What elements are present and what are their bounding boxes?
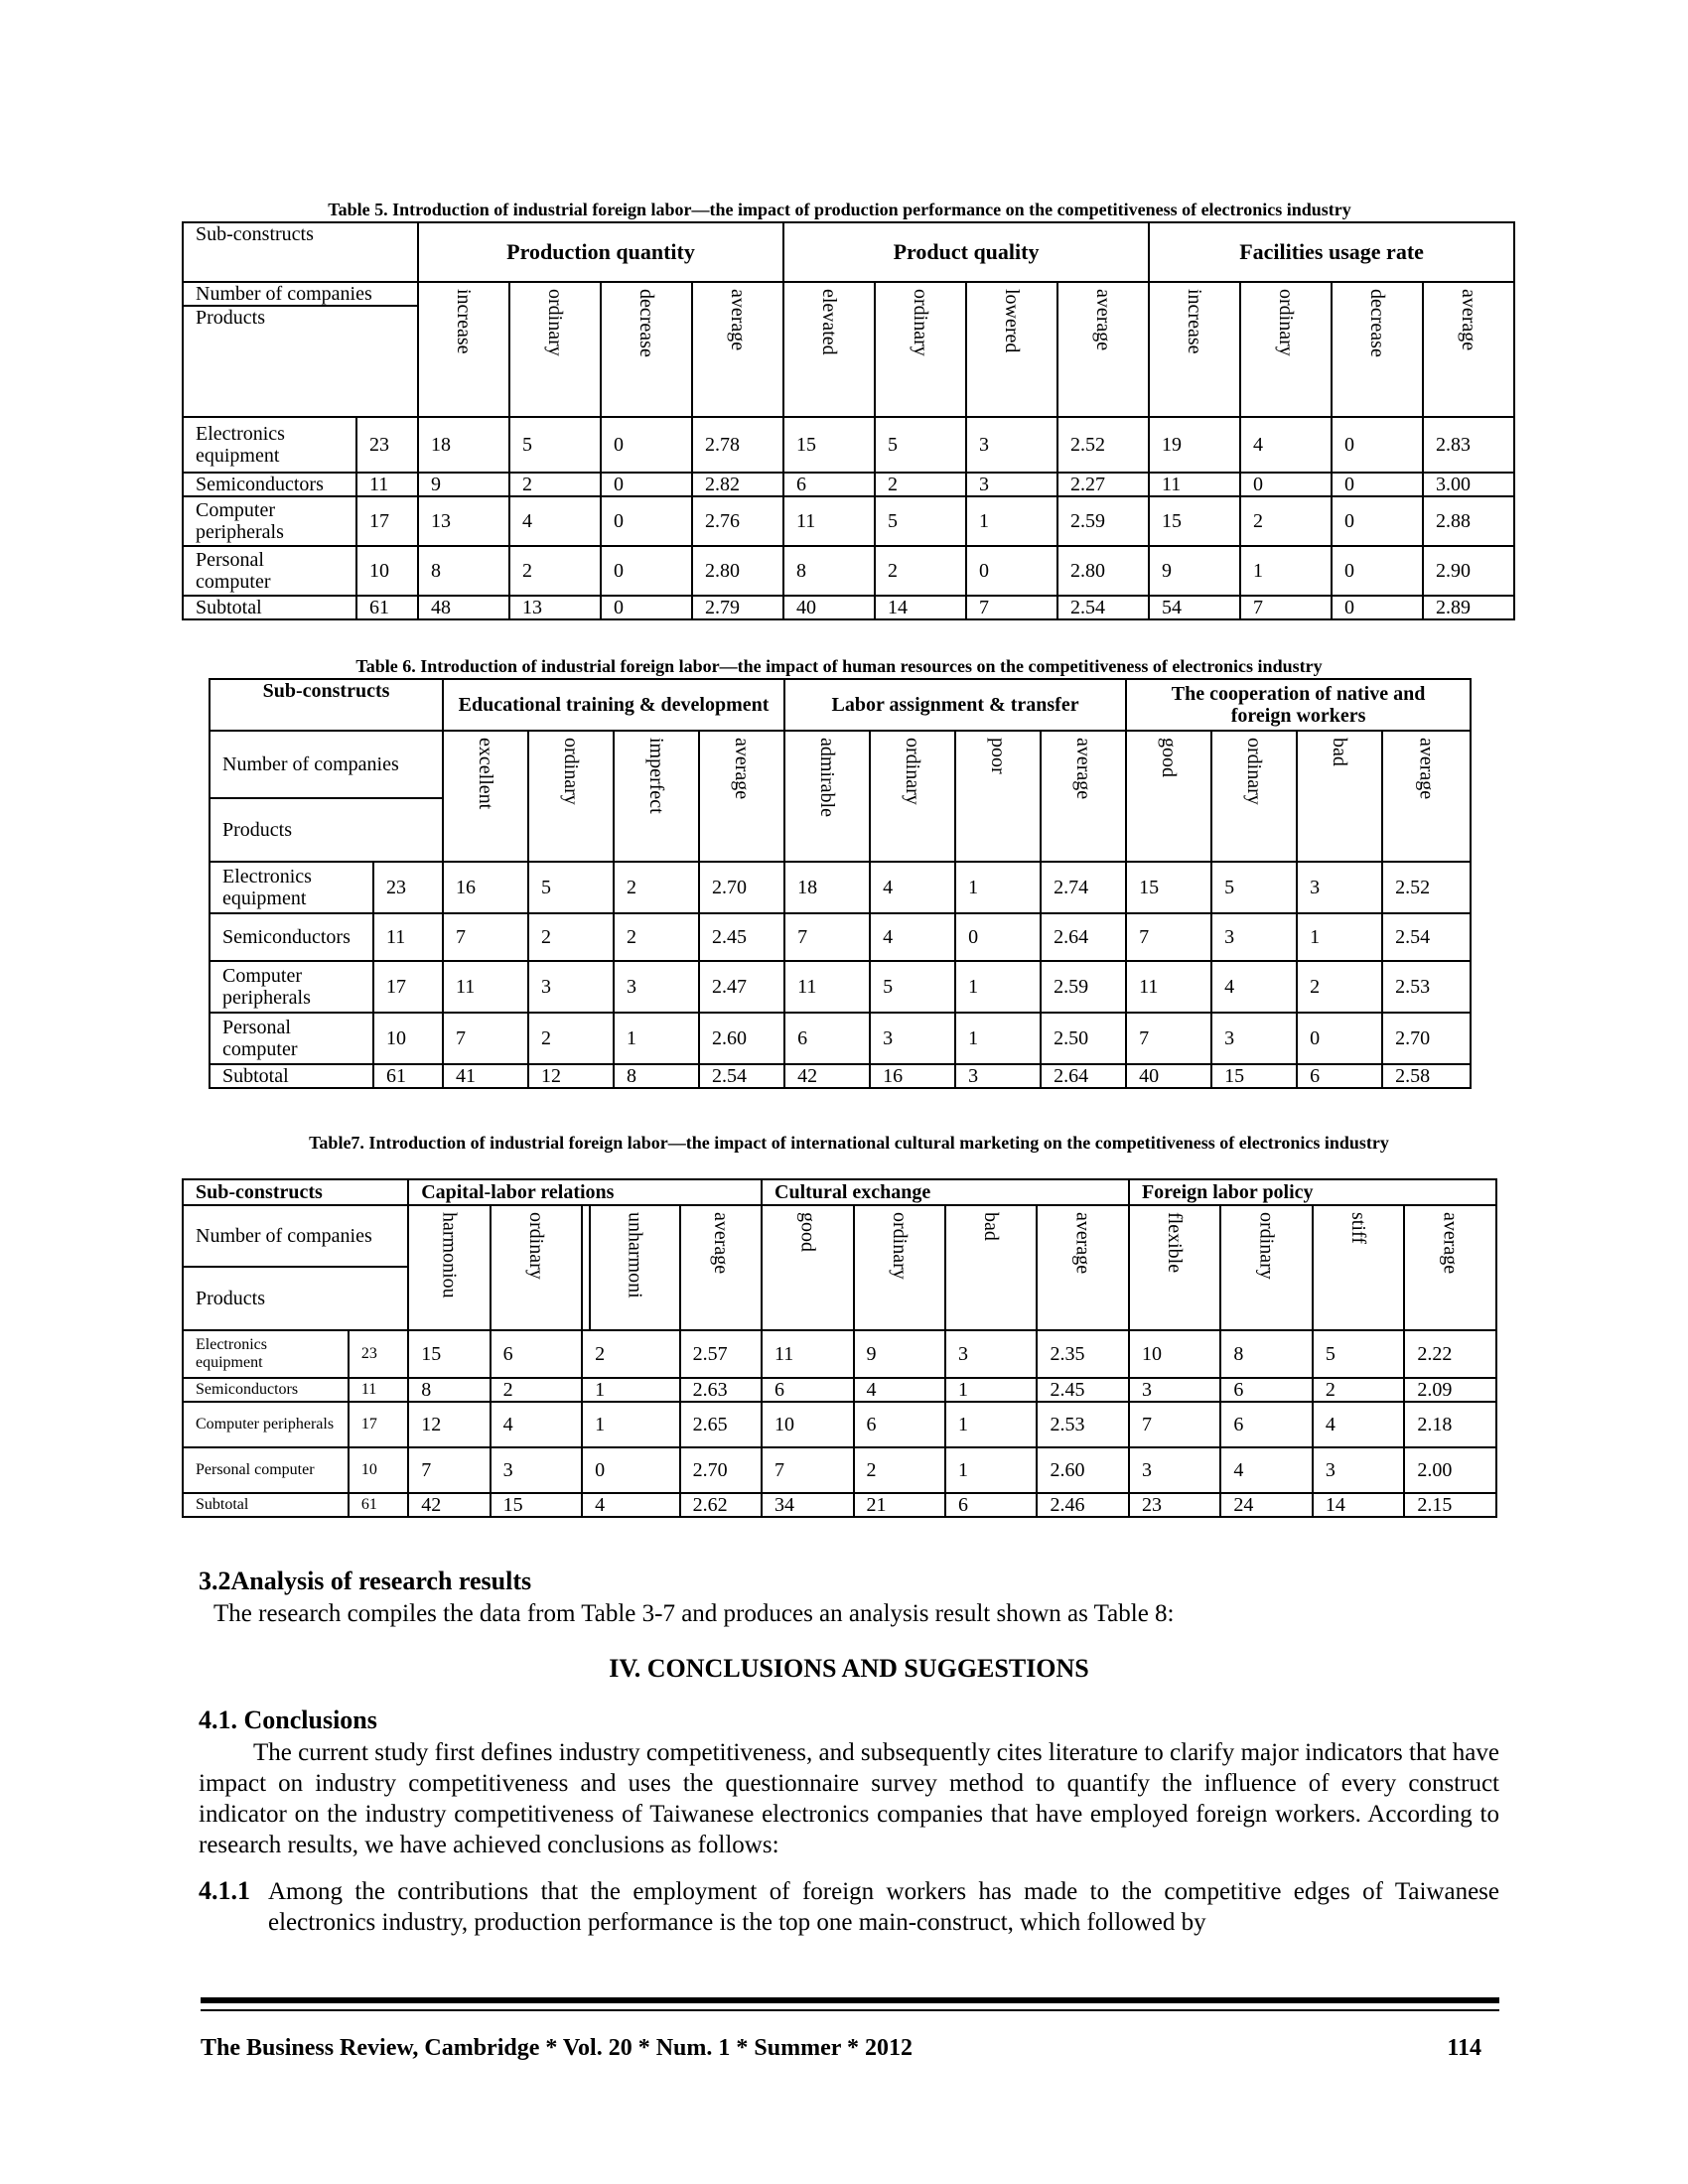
- table-cell: 1: [582, 1378, 680, 1402]
- table-cell: 1: [966, 496, 1057, 546]
- table-cell: 2.54: [1057, 596, 1149, 619]
- table-cell: 3: [1313, 1447, 1404, 1493]
- table-cell: 4: [854, 1378, 945, 1402]
- table-cell: 6: [784, 1013, 870, 1064]
- row-company-count: 61: [349, 1493, 408, 1517]
- table-cell: 6: [762, 1378, 853, 1402]
- row-label: Semiconductors: [183, 1378, 349, 1402]
- table-row: [183, 1447, 1496, 1493]
- table-cell: 2.09: [1404, 1378, 1496, 1402]
- table7-col-header: average: [1439, 1212, 1462, 1275]
- table-row: [183, 1378, 1496, 1402]
- table-cell: 2.52: [1057, 417, 1149, 473]
- table-cell: 4: [870, 913, 955, 961]
- table-cell: 2.80: [692, 546, 783, 596]
- table-cell: 2.65: [680, 1402, 762, 1447]
- table6-col-header: admirable: [816, 738, 839, 817]
- table-row: [183, 546, 1514, 596]
- section-4-1-heading: 4.1. Conclusions: [199, 1706, 377, 1734]
- row-label: Subtotal: [183, 1493, 349, 1517]
- table-cell: 2: [614, 862, 699, 913]
- table-cell: 2.89: [1423, 596, 1514, 619]
- table-cell: 3: [1129, 1447, 1220, 1493]
- table-cell: 2.60: [1037, 1447, 1129, 1493]
- table-cell: 0: [601, 496, 692, 546]
- table-cell: 2.70: [699, 862, 784, 913]
- table-cell: 11: [783, 496, 875, 546]
- table-cell: 2.59: [1057, 496, 1149, 546]
- table-cell: 13: [418, 496, 509, 546]
- table-cell: 11: [762, 1330, 853, 1378]
- row-company-count: 11: [356, 473, 418, 496]
- table-cell: 11: [443, 961, 528, 1013]
- table-cell: 6: [491, 1330, 582, 1378]
- table6-col-header: average: [731, 738, 754, 800]
- row-label: Electronics equipment: [210, 862, 373, 913]
- table6-col-header: excellent: [475, 738, 497, 810]
- table5-col-header: average: [1092, 289, 1115, 351]
- table-cell: 18: [784, 862, 870, 913]
- row-company-count: 11: [373, 913, 443, 961]
- table-cell: 15: [408, 1330, 490, 1378]
- table-cell: 2.64: [1041, 1064, 1126, 1088]
- table-cell: 0: [1332, 473, 1423, 496]
- table7-group-foreign-labor-policy: Foreign labor policy: [1129, 1179, 1496, 1205]
- table-cell: 6: [1220, 1378, 1312, 1402]
- table-cell: 2.76: [692, 496, 783, 546]
- table6-col-header: imperfect: [645, 738, 668, 814]
- table-cell: 42: [408, 1493, 490, 1517]
- table-cell: 0: [955, 913, 1041, 961]
- table5-products: Products: [183, 306, 418, 417]
- table-cell: 11: [1126, 961, 1211, 1013]
- table-cell: 7: [1240, 596, 1332, 619]
- table7-col-header: stiff: [1347, 1212, 1370, 1244]
- row-company-count: 11: [349, 1378, 408, 1402]
- footer-journal: The Business Review, Cambridge * Vol. 20 * Num. 1 * Summer * 2012: [201, 2035, 913, 2061]
- table7-group-cultural-exchange: Cultural exchange: [762, 1179, 1129, 1205]
- table-cell: 3: [1129, 1378, 1220, 1402]
- table5-group-product-quality: Product quality: [783, 222, 1149, 282]
- table5-col-header: ordinary: [544, 289, 567, 356]
- table-cell: 13: [509, 596, 601, 619]
- table-cell: 6: [783, 473, 875, 496]
- table5-group-facilities-usage-rate: Facilities usage rate: [1149, 222, 1514, 282]
- table-cell: 14: [1313, 1493, 1404, 1517]
- table-cell: 4: [1240, 417, 1332, 473]
- table-cell: 2.63: [680, 1378, 762, 1402]
- table-cell: 5: [875, 496, 966, 546]
- table6-group-educational-training: Educational training & development: [443, 679, 784, 731]
- table-row: [210, 862, 1471, 913]
- row-company-count: 23: [373, 862, 443, 913]
- table5-col-header: average: [727, 289, 750, 351]
- section-3-2-heading: 3.2Analysis of research results: [199, 1567, 532, 1595]
- table7-col-header: ordinary: [1255, 1212, 1278, 1280]
- section-4-1-1-number: 4.1.1: [199, 1876, 250, 1905]
- table-cell: 2.22: [1404, 1330, 1496, 1378]
- table7-group-capital-labor: Capital-labor relations: [408, 1179, 762, 1205]
- table-cell: 1: [945, 1402, 1037, 1447]
- table-cell: 2.83: [1423, 417, 1514, 473]
- table-cell: 11: [784, 961, 870, 1013]
- table-row: [183, 496, 1514, 546]
- table6-caption: Table 6. Introduction of industrial foreign labor—the impact of human resources on the competitiveness of electronics industry: [355, 656, 1323, 676]
- table-cell: 41: [443, 1064, 528, 1088]
- table-cell: 2.50: [1041, 1013, 1126, 1064]
- table-cell: 2: [854, 1447, 945, 1493]
- table-cell: 0: [1332, 596, 1423, 619]
- table-cell: 3: [945, 1330, 1037, 1378]
- table-row: [183, 1493, 1496, 1517]
- table-cell: 2: [528, 1013, 614, 1064]
- table7-caption: Table7. Introduction of industrial foreign labor—the impact of international cultural marketing on the competitiveness of electronics industry: [309, 1133, 1389, 1153]
- table5-group-production-quantity: Production quantity: [418, 222, 783, 282]
- table6-col-header: ordinary: [902, 738, 924, 805]
- table-cell: 3: [955, 1064, 1041, 1088]
- table-cell: 1: [945, 1447, 1037, 1493]
- table-cell: 9: [418, 473, 509, 496]
- table-cell: 2.18: [1404, 1402, 1496, 1447]
- table-cell: 2.64: [1041, 913, 1126, 961]
- table-cell: 3.00: [1423, 473, 1514, 496]
- table-cell: 15: [1211, 1064, 1297, 1088]
- table-cell: 1: [1297, 913, 1382, 961]
- table6-col-header: bad: [1329, 738, 1351, 766]
- table-cell: 54: [1149, 596, 1240, 619]
- table-row: [183, 1402, 1496, 1447]
- row-label: Personal computer: [183, 546, 356, 596]
- table7-products: Products: [183, 1267, 408, 1330]
- table-row: [183, 473, 1514, 496]
- table-cell: 3: [966, 473, 1057, 496]
- table-cell: 2.70: [680, 1447, 762, 1493]
- table-cell: 6: [1220, 1402, 1312, 1447]
- table7-col-header: ordinary: [888, 1212, 911, 1280]
- table-cell: 2.82: [692, 473, 783, 496]
- table-cell: 9: [1149, 546, 1240, 596]
- table-cell: 0: [1240, 473, 1332, 496]
- table-cell: 5: [528, 862, 614, 913]
- table-cell: 7: [1126, 913, 1211, 961]
- table-cell: 2.15: [1404, 1493, 1496, 1517]
- row-label: Computer peripherals: [183, 1402, 349, 1447]
- table-cell: 1: [955, 1013, 1041, 1064]
- row-label: Subtotal: [183, 596, 356, 619]
- table-cell: 2.27: [1057, 473, 1149, 496]
- table-cell: 11: [1149, 473, 1240, 496]
- table-cell: 1: [614, 1013, 699, 1064]
- table-cell: 2.80: [1057, 546, 1149, 596]
- table-cell: 3: [614, 961, 699, 1013]
- table-cell: 10: [1129, 1330, 1220, 1378]
- table-cell: 14: [875, 596, 966, 619]
- footer: [201, 2035, 1481, 2062]
- table6-products: Products: [210, 798, 443, 862]
- table-cell: 2.53: [1382, 961, 1471, 1013]
- table7-sub-constructs: Sub-constructs: [183, 1179, 408, 1205]
- table5-col-header: ordinary: [910, 289, 932, 356]
- table-cell: 2: [614, 913, 699, 961]
- table-cell: 12: [408, 1402, 490, 1447]
- table-cell: 42: [784, 1064, 870, 1088]
- table-cell: 15: [1149, 496, 1240, 546]
- table-cell: 2: [528, 913, 614, 961]
- table-cell: 2: [1240, 496, 1332, 546]
- table-cell: 8: [408, 1378, 490, 1402]
- table5-caption: Table 5. Introduction of industrial foreign labor—the impact of production performance on the competitiveness of electronics industry: [328, 200, 1351, 219]
- table-cell: 7: [762, 1447, 853, 1493]
- table-cell: 8: [1220, 1330, 1312, 1378]
- table-cell: 3: [1211, 1013, 1297, 1064]
- table-cell: 1: [945, 1378, 1037, 1402]
- table-cell: 12: [528, 1064, 614, 1088]
- row-label: Personal computer: [183, 1447, 349, 1493]
- table-cell: 48: [418, 596, 509, 619]
- table-cell: 4: [1313, 1402, 1404, 1447]
- table-cell: 3: [966, 417, 1057, 473]
- table-cell: 10: [762, 1402, 853, 1447]
- table6-number-of-companies: Number of companies: [210, 731, 443, 798]
- table-cell: 19: [1149, 417, 1240, 473]
- table-cell: 15: [783, 417, 875, 473]
- table-cell: 6: [1297, 1064, 1382, 1088]
- table-cell: 21: [854, 1493, 945, 1517]
- table-cell: 0: [601, 596, 692, 619]
- row-label: Computer peripherals: [210, 961, 373, 1013]
- table-cell: 9: [854, 1330, 945, 1378]
- table-cell: 16: [443, 862, 528, 913]
- table-row: [183, 1330, 1496, 1378]
- table5-col-header: decrease: [635, 289, 658, 357]
- row-company-count: 10: [373, 1013, 443, 1064]
- table-cell: 2.58: [1382, 1064, 1471, 1088]
- table-cell: 2.90: [1423, 546, 1514, 596]
- footer-page-number: 114: [1447, 2035, 1481, 2061]
- section-3-2-text: The research compiles the data from Table 3-7 and produces an analysis result shown as Table 8:: [213, 1600, 1175, 1627]
- table-cell: 7: [443, 913, 528, 961]
- table6-col-header: average: [1415, 738, 1438, 800]
- table-cell: 2.35: [1037, 1330, 1129, 1378]
- table-cell: 8: [418, 546, 509, 596]
- table-cell: 0: [601, 473, 692, 496]
- table-cell: 2: [509, 546, 601, 596]
- table-cell: 2.54: [699, 1064, 784, 1088]
- table-cell: 3: [870, 1013, 955, 1064]
- row-company-count: 23: [356, 417, 418, 473]
- table-cell: 7: [966, 596, 1057, 619]
- row-company-count: 61: [373, 1064, 443, 1088]
- table5-col-header: increase: [453, 289, 476, 354]
- row-label: Semiconductors: [210, 913, 373, 961]
- section-iv-heading: IV. CONCLUSIONS AND SUGGESTIONS: [609, 1654, 1089, 1683]
- table-cell: 1: [1240, 546, 1332, 596]
- table5-col-header: ordinary: [1275, 289, 1298, 356]
- table-cell: 7: [784, 913, 870, 961]
- table-cell: 3: [528, 961, 614, 1013]
- table7-col-header: good: [796, 1212, 819, 1252]
- table-cell: 0: [1332, 546, 1423, 596]
- table7-col-header: average: [1071, 1212, 1094, 1275]
- table-cell: 8: [783, 546, 875, 596]
- table-cell: 7: [408, 1447, 490, 1493]
- table-row: [210, 1064, 1471, 1088]
- table5-col-header: lowered: [1001, 289, 1024, 353]
- table-cell: 7: [1129, 1402, 1220, 1447]
- footer-rule-thin: [201, 2009, 1499, 2011]
- section-4-1-text: The current study first defines industry competitiveness, and subsequently cites literature to clarify major indicators that have impact on industry competitiveness and uses the questionnaire survey method to quantify the influence of every construct indicator on the industry competitiveness of Taiwanese electronics companies that have employed foreign workers. According to research results, we have achieved conclusions as follows:: [199, 1739, 1499, 1858]
- table-cell: 6: [945, 1493, 1037, 1517]
- table5-col-header: decrease: [1366, 289, 1389, 357]
- row-label: Computer peripherals: [183, 496, 356, 546]
- table-cell: 18: [418, 417, 509, 473]
- table6: [209, 678, 1472, 1089]
- table-cell: 4: [509, 496, 601, 546]
- table5-sub-constructs: Sub-constructs: [183, 222, 418, 282]
- table-cell: 2.59: [1041, 961, 1126, 1013]
- table6-col-header: good: [1158, 738, 1181, 777]
- table-cell: 0: [1332, 496, 1423, 546]
- table-cell: 2.54: [1382, 913, 1471, 961]
- table-cell: 34: [762, 1493, 853, 1517]
- table7-col-header: harmoniou: [438, 1212, 461, 1298]
- table-cell: 0: [601, 417, 692, 473]
- table-cell: 2.70: [1382, 1013, 1471, 1064]
- table7-col-header: bad: [980, 1212, 1003, 1241]
- table-cell: 2.62: [680, 1493, 762, 1517]
- row-label: Subtotal: [210, 1064, 373, 1088]
- table-cell: 2.47: [699, 961, 784, 1013]
- table-cell: 4: [1211, 961, 1297, 1013]
- row-company-count: 17: [356, 496, 418, 546]
- row-company-count: 61: [356, 596, 418, 619]
- table-cell: 40: [783, 596, 875, 619]
- table-cell: 5: [509, 417, 601, 473]
- table-cell: 3: [491, 1447, 582, 1493]
- table7-number-of-companies: Number of companies: [183, 1205, 408, 1267]
- table-cell: 2.00: [1404, 1447, 1496, 1493]
- table-cell: 2.78: [692, 417, 783, 473]
- table7-col-header: ordinary: [524, 1212, 547, 1280]
- table-cell: 0: [601, 546, 692, 596]
- table-cell: 1: [582, 1402, 680, 1447]
- table-cell: 2: [875, 546, 966, 596]
- table5-number-of-companies: Number of companies: [183, 282, 418, 306]
- table-cell: 2.74: [1041, 862, 1126, 913]
- row-company-count: 17: [349, 1402, 408, 1447]
- table-cell: 3: [1211, 913, 1297, 961]
- table-cell: 2: [491, 1378, 582, 1402]
- table-cell: 0: [1297, 1013, 1382, 1064]
- table-row: [183, 596, 1514, 619]
- table-cell: 2: [1297, 961, 1382, 1013]
- table-cell: 4: [1220, 1447, 1312, 1493]
- table-cell: 0: [582, 1447, 680, 1493]
- row-label: Semiconductors: [183, 473, 356, 496]
- table-cell: 2.53: [1037, 1402, 1129, 1447]
- table-cell: 2.45: [699, 913, 784, 961]
- table-cell: 16: [870, 1064, 955, 1088]
- table-cell: 15: [491, 1493, 582, 1517]
- table-cell: 5: [1313, 1330, 1404, 1378]
- table-cell: 6: [854, 1402, 945, 1447]
- table-cell: 7: [1126, 1013, 1211, 1064]
- table7-col-header: flexible: [1164, 1212, 1187, 1274]
- table6-col-header: ordinary: [560, 738, 583, 805]
- table-cell: 4: [870, 862, 955, 913]
- row-label: Electronics equipment: [183, 1330, 349, 1378]
- table-cell: 0: [966, 546, 1057, 596]
- table5: [182, 221, 1515, 620]
- section-4-1-1-text: Among the contributions that the employment of foreign workers has made to the competitive edges of Taiwanese electronics industry, production performance is the top one main-construct, which followed by: [268, 1878, 1499, 1936]
- table-cell: 40: [1126, 1064, 1211, 1088]
- row-label: Electronics equipment: [183, 417, 356, 473]
- table6-group-labor-assignment: Labor assignment & transfer: [784, 679, 1126, 731]
- table5-col-header: increase: [1184, 289, 1206, 354]
- table-cell: 1: [955, 961, 1041, 1013]
- table-cell: 4: [582, 1493, 680, 1517]
- table6-col-header: ordinary: [1243, 738, 1266, 805]
- table-cell: 2.60: [699, 1013, 784, 1064]
- table-row: [183, 417, 1514, 473]
- table-cell: 2.45: [1037, 1378, 1129, 1402]
- table-cell: 5: [1211, 862, 1297, 913]
- table6-col-header: average: [1072, 738, 1095, 800]
- table-cell: 1: [955, 862, 1041, 913]
- table-cell: 5: [870, 961, 955, 1013]
- table-cell: 2: [875, 473, 966, 496]
- table-cell: 2.52: [1382, 862, 1471, 913]
- table-cell: 8: [614, 1064, 699, 1088]
- table-cell: 23: [1129, 1493, 1220, 1517]
- table-cell: 15: [1126, 862, 1211, 913]
- row-company-count: 10: [356, 546, 418, 596]
- table-cell: 0: [1332, 417, 1423, 473]
- table6-col-header: poor: [987, 738, 1010, 774]
- table-cell: 2.46: [1037, 1493, 1129, 1517]
- table-row: [210, 913, 1471, 961]
- table-cell: 2: [582, 1330, 680, 1378]
- table-cell: 2.79: [692, 596, 783, 619]
- table6-group-cooperation: The cooperation of native and foreign workers: [1126, 679, 1471, 731]
- table7-col-header: unharmoni: [624, 1212, 646, 1298]
- table5-col-header: average: [1458, 289, 1480, 351]
- table7-col-header: average: [709, 1212, 732, 1275]
- table7: [182, 1178, 1497, 1518]
- table-cell: 2.88: [1423, 496, 1514, 546]
- table5-col-header: elevated: [818, 289, 841, 355]
- table-cell: 24: [1220, 1493, 1312, 1517]
- table-cell: 2: [1313, 1378, 1404, 1402]
- table-cell: 5: [875, 417, 966, 473]
- table-cell: 4: [491, 1402, 582, 1447]
- table-cell: 2.57: [680, 1330, 762, 1378]
- footer-rule-thick: [201, 1997, 1499, 2003]
- row-company-count: 10: [349, 1447, 408, 1493]
- table-cell: 7: [443, 1013, 528, 1064]
- table-cell: 2: [509, 473, 601, 496]
- row-label: Personal computer: [210, 1013, 373, 1064]
- table6-sub-constructs: Sub-constructs: [210, 679, 443, 731]
- row-company-count: 17: [373, 961, 443, 1013]
- row-company-count: 23: [349, 1330, 408, 1378]
- table-row: [210, 961, 1471, 1013]
- table-cell: 3: [1297, 862, 1382, 913]
- table-row: [210, 1013, 1471, 1064]
